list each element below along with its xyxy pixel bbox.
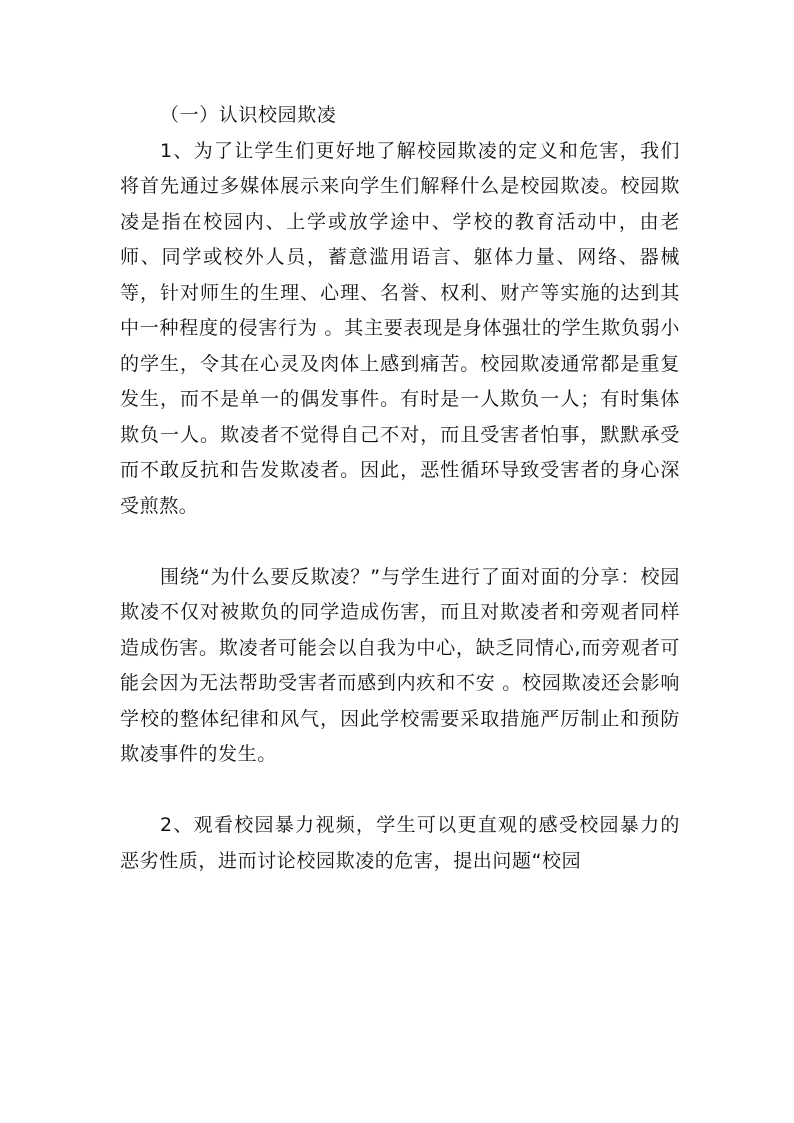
document-body	[120, 98, 680, 879]
paragraph-spacer	[120, 773, 680, 809]
section-heading: （一）认识校园欺凌	[160, 104, 337, 126]
paragraph-definition: 1、为了让学生们更好地了解校园欺凌的定义和危害，我们将首先通过多媒体展示来向学生们解释什么是校园欺凌。校园欺凌是指在校园内、上学或放学途中、学校的教育活动中，由老师、同学或校外人员，蓄意滥用语言、躯体力量、网络、器械等，针对师生的生理、心理、名誉、权利、财产等实施的达到其中一种程度的侵害行为 。其主要表现是身体强壮的学生欺负弱小的学生，令其在心灵及肉体上感到痛苦。校园欺凌通常都是重复发生，而不是单一的偶发事件。有时是一人欺负一人；有时集体欺负一人。欺凌者不觉得自己不对，而且受害者怕事，默默承受而不敢反抗和告发欺凌者。因此，恶性循环导致受害者的身心深受煎熬。	[120, 139, 680, 517]
paragraph-video: 2、观看校园暴力视频，学生可以更直观的感受校园暴力的恶劣性质，进而讨论校园欺凌的危害，提出问题“校园	[120, 814, 680, 872]
paragraph-spacer	[120, 524, 680, 560]
paragraph-why-anti-bullying: 围绕“为什么要反欺凌？”与学生进行了面对面的分享：校园欺凌不仅对被欺负的同学造成伤害，而且对欺凌者和旁观者同样造成伤害。欺凌者可能会以自我为中心，缺乏同情心,而旁观者可能会因为无法帮助受害者而感到内疚和不安 。校园欺凌还会影响学校的整体纪律和风气，因此学校需要采取措施严厉制止和预防欺凌事件的发生。	[120, 565, 680, 765]
